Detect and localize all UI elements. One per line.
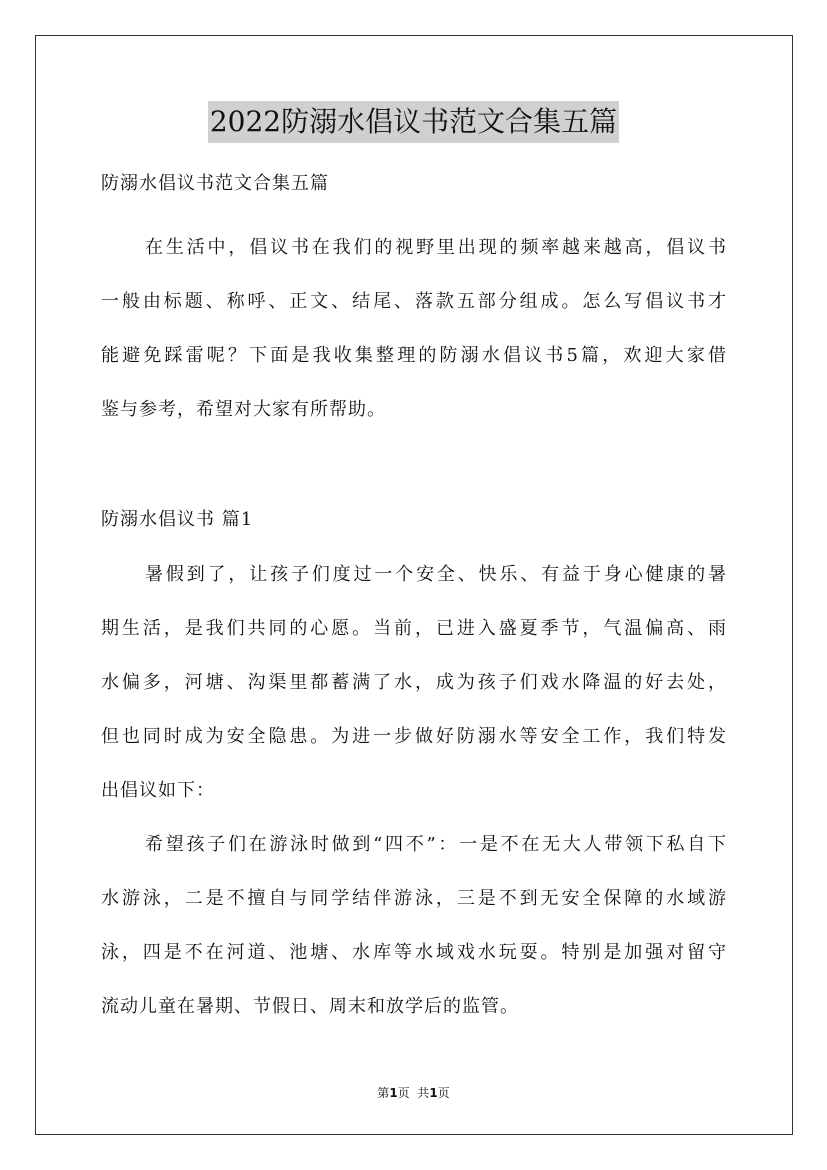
intro-line: 能避免踩雷呢？下面是我收集整理的防溺水倡议书5篇，欢迎大家借 [101, 345, 727, 366]
footer-mid: 页 共 [397, 1086, 430, 1100]
paragraph-line: 暑假到了，让孩子们度过一个安全、快乐、有益于身心健康的暑 [145, 564, 727, 585]
paragraph-line: 流动儿童在暑期、节假日、周末和放学后的监管。 [101, 996, 519, 1017]
footer-prefix: 第 [377, 1086, 390, 1100]
paragraph-line: 希望孩子们在游泳时做到“四不”：一是不在无大人带领下私自下 [145, 834, 727, 855]
section-heading [101, 508, 727, 532]
paragraph-line: 水游泳，二是不擅自与同学结伴游泳，三是不到无安全保障的水域游 [101, 888, 727, 909]
section-heading-line: 防溺水倡议书 篇1 [101, 509, 254, 530]
footer-suffix: 页 [437, 1086, 450, 1100]
paragraph-line: 期生活，是我们共同的心愿。当前，已进入盛夏季节，气温偏高、雨 [101, 618, 727, 639]
footer-total-pages: 1 [429, 1086, 438, 1100]
body-paragraph-1 [101, 563, 727, 803]
intro-line: 鉴与参考，希望对大家有所帮助。 [101, 399, 386, 420]
paragraph-line: 水偏多，河塘、沟渠里都蓄满了水，成为孩子们戏水降温的好去处， [101, 672, 727, 693]
title-wrap [0, 101, 827, 143]
page-footer [0, 1084, 827, 1101]
paragraph-line: 但也同时成为安全隐患。为进一步做好防溺水等安全工作，我们特发 [101, 726, 727, 747]
intro-line: 一般由标题、称呼、正文、结尾、落款五部分组成。怎么写倡议书才 [101, 291, 727, 312]
body-paragraph-2 [101, 833, 727, 1019]
paragraph-line: 泳，四是不在河道、池塘、水库等水域戏水玩耍。特别是加强对留守 [101, 942, 727, 963]
intro-line: 在生活中，倡议书在我们的视野里出现的频率越来越高，倡议书 [145, 237, 727, 258]
subtitle-line: 防溺水倡议书范文合集五篇 [101, 173, 329, 194]
intro-paragraph [101, 236, 727, 422]
subtitle [101, 172, 727, 196]
paragraph-line: 出倡议如下： [101, 780, 215, 801]
footer-page-number: 1 [389, 1086, 398, 1100]
document-title: 2022防溺水倡议书范文合集五篇 [208, 101, 619, 143]
